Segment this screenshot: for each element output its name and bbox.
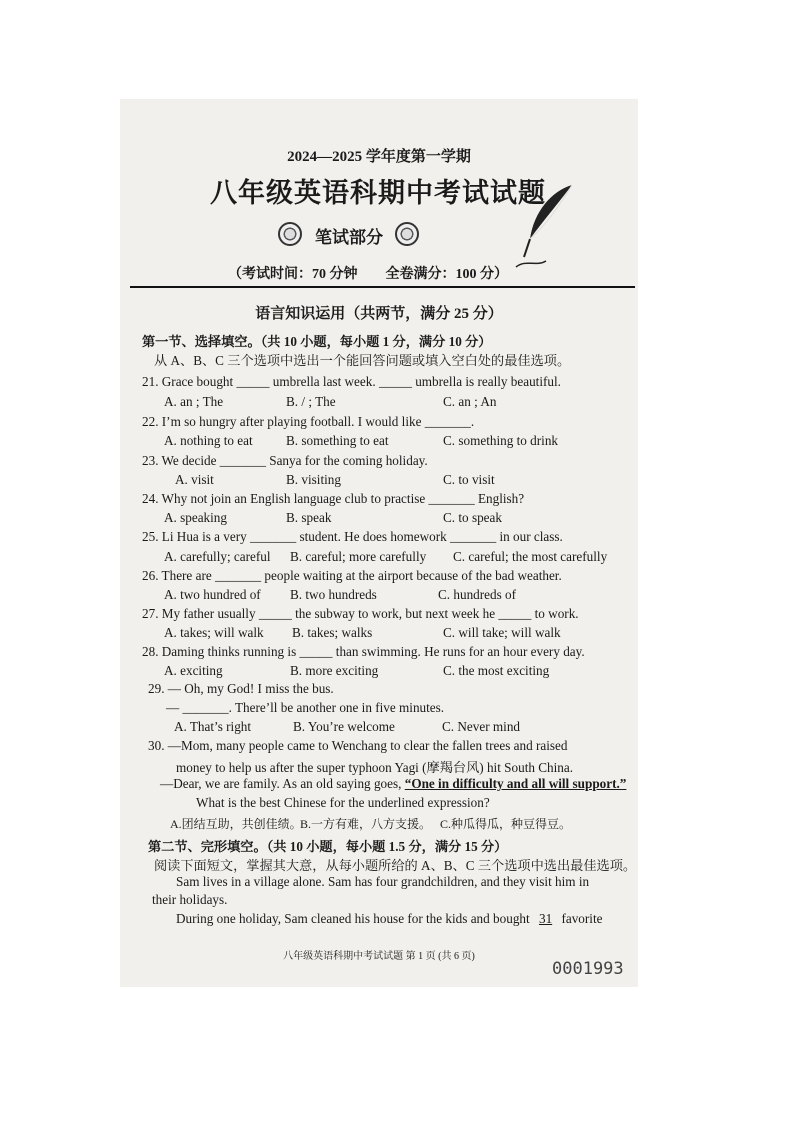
question-stem: 21. Grace bought _____ umbrella last week. _____ umbrella is really beautiful. — [142, 374, 561, 389]
option-c: C. will take; will walk — [443, 625, 561, 640]
option-b: B. takes; walks — [292, 625, 373, 640]
passage-line — [176, 911, 602, 927]
option-a: A.团结互助，共创佳绩。 — [170, 817, 302, 831]
option-b: B. You’re welcome — [293, 719, 395, 734]
option-a: A. nothing to eat — [164, 433, 253, 448]
option-c: C. something to drink — [443, 433, 559, 448]
section-title: 语言知识运用（共两节，满分 25 分） — [255, 306, 503, 322]
option-a: A. carefully; careful — [164, 549, 271, 564]
option-b: B. / ; The — [286, 394, 336, 409]
divider — [130, 286, 635, 288]
question-stem: 25. Li Hua is a very _______ student. He does homework _______ in our class. — [142, 529, 563, 544]
option-b: B. something to eat — [286, 433, 389, 448]
question-stem: 29. — Oh, my God! I miss the bus. — [148, 681, 334, 696]
passage-line: their holidays. — [152, 892, 228, 907]
part1-instruction: 从 A、B、C 三个选项中选出一个能回答问题或填入空白处的最佳选项。 — [154, 353, 571, 368]
option-c: C. to speak — [443, 510, 502, 525]
quill-pen-icon — [512, 181, 582, 281]
option-b: B.一方有难，八方支援。 — [300, 817, 432, 831]
page-footer: 八年级英语科期中考试试题 第 1 页 (共 6 页) — [283, 951, 475, 962]
option-c: C.种瓜得瓜，种豆得豆。 — [440, 817, 572, 831]
option-c: C. to visit — [443, 472, 495, 487]
question-stem: 30. —Mom, many people came to Wenchang to clear the fallen trees and raised — [148, 738, 568, 753]
emblem-icon — [395, 222, 419, 246]
question-stem-line2: money to help us after the super typhoon Yagi (摩羯台风) hit South China. — [176, 760, 574, 775]
option-a: A. two hundred of — [164, 587, 261, 602]
option-b: B. speak — [286, 510, 332, 525]
saying-intro: —Dear, we are family. As an old saying goes, — [160, 776, 405, 791]
question-stem: 28. Daming thinks running is _____ than swimming. He runs for an hour every day. — [142, 644, 585, 659]
option-a: A. That’s right — [174, 719, 252, 734]
exam-paper — [120, 99, 638, 987]
option-a: A. visit — [175, 472, 214, 487]
exam-time-info: （考试时间：70 分钟 全卷满分：100 分） — [228, 267, 508, 282]
option-c: C. an ; An — [443, 394, 497, 409]
option-b: B. more exciting — [290, 663, 379, 678]
option-c: C. Never mind — [442, 719, 521, 734]
option-b: B. careful; more carefully — [290, 549, 427, 564]
underlined-expression: “One in difficulty and all will support.” — [404, 776, 627, 791]
part2-heading: 第二节、完形填空。（共 10 小题，每小题 1.5 分，满分 15 分） — [148, 839, 508, 854]
passage-text: During one holiday, Sam cleaned his house for the kids and bought — [176, 911, 533, 926]
question-stem: 23. We decide _______ Sanya for the coming holiday. — [142, 453, 428, 468]
question-prompt: What is the best Chinese for the underlined expression? — [196, 795, 490, 810]
option-a: A. exciting — [164, 663, 223, 678]
option-c: C. the most exciting — [443, 663, 550, 678]
part-label: 笔试部分 — [315, 228, 383, 247]
option-c: C. hundreds of — [438, 587, 517, 602]
question-stem-line3 — [160, 776, 626, 792]
serial-number: 0001993 — [552, 959, 624, 979]
blank-31: 31 — [538, 911, 553, 926]
question-stem: 27. My father usually _____ the subway to work, but next week he _____ to work. — [142, 606, 579, 621]
question-stem: 22. I’m so hungry after playing football. I would like _______. — [142, 414, 475, 429]
question-stem: 24. Why not join an English language club to practise _______ English? — [142, 491, 525, 506]
passage-text: favorite — [558, 911, 603, 926]
exam-title: 八年级英语科期中考试试题 — [210, 178, 546, 208]
school-year-line: 2024—2025 学年度第一学期 — [287, 149, 471, 165]
part2-instruction: 阅读下面短文，掌握其大意，从每小题所给的 A、B、C 三个选项中选出最佳选项。 — [154, 858, 637, 873]
question-stem: 26. There are _______ people waiting at the airport because of the bad weather. — [142, 568, 562, 583]
emblem-icon — [278, 222, 302, 246]
passage-line: Sam lives in a village alone. Sam has four grandchildren, and they visit him in — [176, 874, 590, 889]
option-c: C. careful; the most carefully — [453, 549, 608, 564]
option-b: B. visiting — [286, 472, 341, 487]
option-a: A. speaking — [164, 510, 227, 525]
option-a: A. takes; will walk — [164, 625, 264, 640]
part1-heading: 第一节、选择填空。（共 10 小题，每小题 1 分，满分 10 分） — [142, 334, 492, 349]
option-b: B. two hundreds — [290, 587, 377, 602]
question-stem-line2: — _______. There’ll be another one in five minutes. — [166, 700, 445, 715]
option-a: A. an ; The — [164, 394, 224, 409]
